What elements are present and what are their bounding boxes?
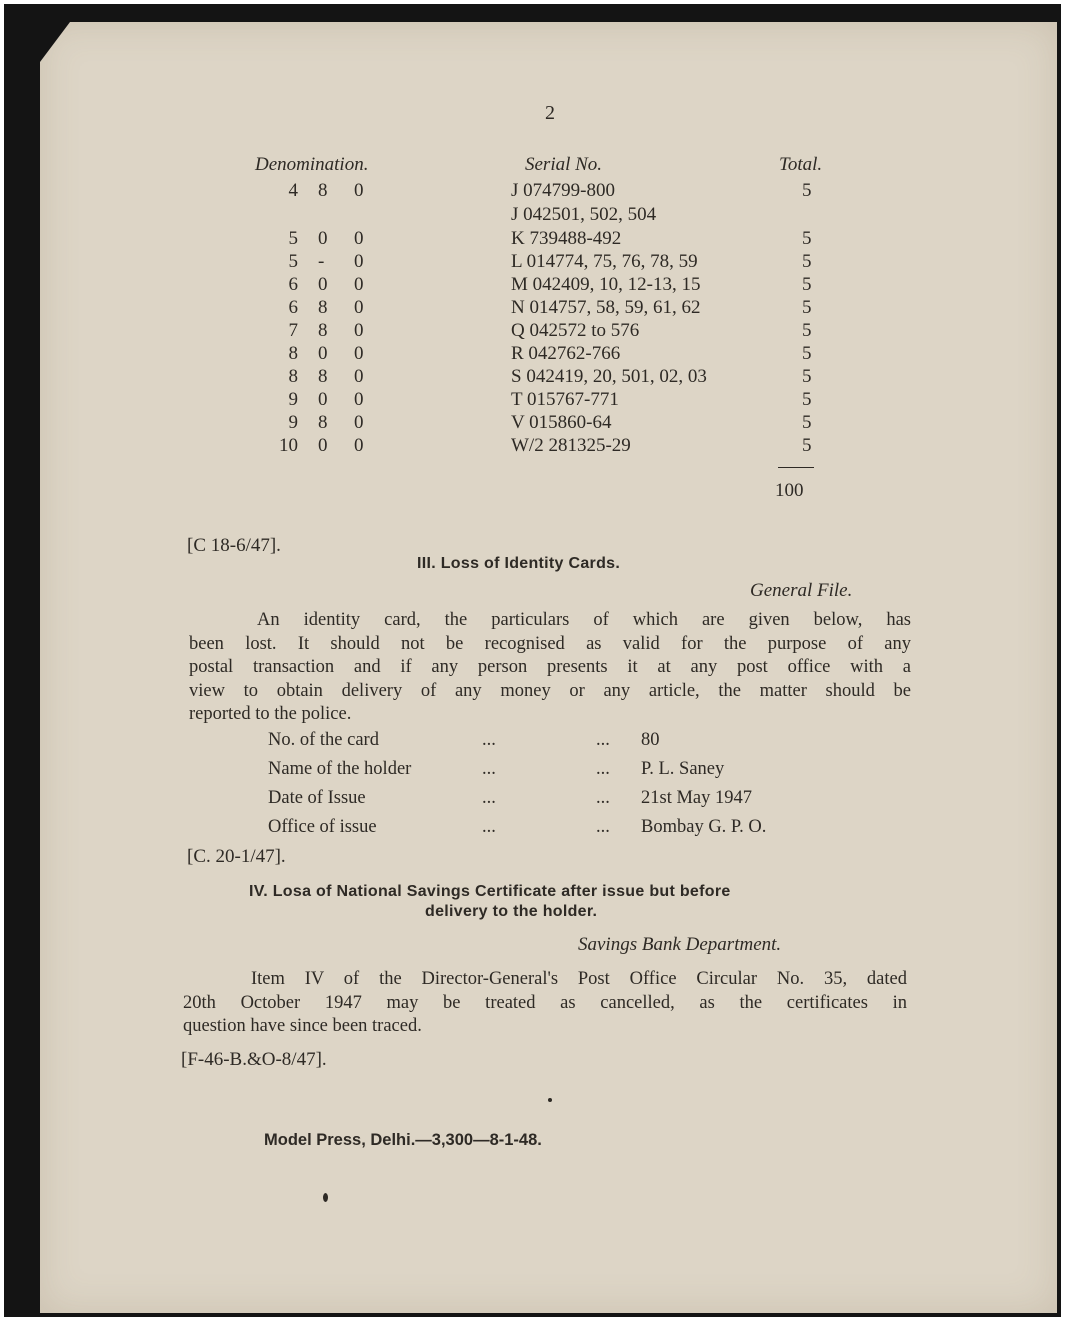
denomination-digit: 8 xyxy=(318,412,328,433)
table-row xyxy=(0,297,1065,320)
table-row xyxy=(0,366,1065,389)
denomination-digit: 0 xyxy=(354,343,364,364)
denomination-digit: 9 xyxy=(288,412,298,433)
denomination-digit: 0 xyxy=(354,297,364,318)
denomination-digit: 5 xyxy=(288,228,298,249)
denomination-digit: 0 xyxy=(318,343,328,364)
table-row xyxy=(0,389,1065,412)
serial-number: W/2 281325-29 xyxy=(511,435,631,456)
section3-reference: [C 18-6/47]. xyxy=(187,535,281,556)
leader-dots: ... xyxy=(482,730,496,750)
denomination-digit: 6 xyxy=(288,297,298,318)
denomination-digit: 8 xyxy=(318,320,328,341)
particulars-value: P. L. Saney xyxy=(641,759,725,779)
denomination-digit: 0 xyxy=(354,366,364,387)
table-row xyxy=(0,180,1065,203)
section3-heading: III. Loss of Identity Cards. xyxy=(417,555,621,572)
table-row xyxy=(0,204,1065,227)
paragraph-line: question have since been traced. xyxy=(183,1016,422,1036)
section4-file-label: Savings Bank Department. xyxy=(578,934,782,955)
row-total: 5 xyxy=(802,435,812,456)
particulars-value: Bombay G. P. O. xyxy=(641,817,767,837)
denomination-digit: 0 xyxy=(354,180,364,201)
paragraph-line: reported to the police. xyxy=(189,704,352,724)
serial-number: S 042419, 20, 501, 02, 03 xyxy=(511,366,707,387)
particulars-value: 21st May 1947 xyxy=(641,788,752,808)
paragraph-line: view to obtain delivery of any money or any article, the matter should be xyxy=(189,680,911,701)
particulars-row xyxy=(0,817,1065,841)
denomination-digit: 0 xyxy=(354,228,364,249)
paragraph-line: An identity card, the particulars of which are given below, has xyxy=(257,610,911,630)
printer-imprint: Model Press, Delhi.—3,300—8-1-48. xyxy=(264,1131,542,1149)
leader-dots: ... xyxy=(482,817,496,837)
particulars-value: 80 xyxy=(641,730,660,750)
table-row xyxy=(0,274,1065,297)
denomination-digit: 0 xyxy=(354,251,364,272)
particulars-label: No. of the card xyxy=(268,730,379,750)
denomination-digit: 8 xyxy=(288,343,298,364)
serial-header: Serial No. xyxy=(525,154,603,175)
denomination-digit: 8 xyxy=(318,366,328,387)
row-total: 5 xyxy=(802,297,812,318)
table-row xyxy=(0,412,1065,435)
paragraph-line: been lost. It should not be recognised as valid for the purpose of any xyxy=(189,633,911,654)
serial-number: L 014774, 75, 76, 78, 59 xyxy=(511,251,698,272)
table-row xyxy=(0,343,1065,366)
denomination-digit: 10 xyxy=(279,435,298,456)
denomination-digit: 0 xyxy=(318,389,328,410)
leader-dots: ... xyxy=(596,817,610,837)
row-total: 5 xyxy=(802,251,812,272)
particulars-row xyxy=(0,730,1065,754)
section3-file-label: General File. xyxy=(750,580,853,601)
particulars-row xyxy=(0,759,1065,783)
section4-reference: [F-46-B.&O-8/47]. xyxy=(181,1049,327,1070)
total-header: Total. xyxy=(779,154,823,175)
row-total: 5 xyxy=(802,412,812,433)
denomination-digit: 4 xyxy=(288,180,298,201)
leader-dots: ... xyxy=(596,759,610,779)
row-total: 5 xyxy=(802,180,812,201)
serial-number: M 042409, 10, 12-13, 15 xyxy=(511,274,701,295)
denomination-digit: - xyxy=(318,251,325,272)
row-total: 5 xyxy=(802,389,812,410)
section4-heading-line2: delivery to the holder. xyxy=(425,903,598,920)
row-total: 5 xyxy=(802,320,812,341)
ink-speck xyxy=(548,1098,552,1102)
serial-number: T 015767-771 xyxy=(511,389,619,410)
leader-dots: ... xyxy=(482,788,496,808)
particulars-label: Office of issue xyxy=(268,817,377,837)
row-total: 5 xyxy=(802,343,812,364)
denomination-header: Denomination. xyxy=(255,154,369,175)
denomination-digit: 8 xyxy=(288,366,298,387)
section4-paragraph xyxy=(183,968,907,1039)
leader-dots: ... xyxy=(482,759,496,779)
paragraph-line: postal transaction and if any person presents it at any post office with a xyxy=(189,657,911,677)
serial-number: J 074799-800 xyxy=(511,180,615,201)
denomination-digit: 0 xyxy=(318,274,328,295)
section3-paragraph xyxy=(189,609,911,727)
denomination-digit: 5 xyxy=(288,251,298,272)
denomination-digit: 0 xyxy=(354,320,364,341)
table-row xyxy=(0,435,1065,458)
grand-total: 100 xyxy=(775,480,804,501)
serial-number: R 042762-766 xyxy=(511,343,621,364)
denomination-digit: 0 xyxy=(354,274,364,295)
serial-number: V 015860-64 xyxy=(511,412,612,433)
particulars-label: Name of the holder xyxy=(268,759,412,779)
table-row xyxy=(0,320,1065,343)
ink-speck xyxy=(323,1193,328,1202)
serial-number: Q 042572 to 576 xyxy=(511,320,640,341)
table-row xyxy=(0,228,1065,251)
denomination-digit: 0 xyxy=(354,412,364,433)
denomination-digit: 0 xyxy=(318,435,328,456)
leader-dots: ... xyxy=(596,788,610,808)
total-rule xyxy=(778,467,814,468)
denomination-digit: 9 xyxy=(288,389,298,410)
denomination-digit: 0 xyxy=(354,389,364,410)
particulars-row xyxy=(0,788,1065,812)
section4-heading-line1: IV. Losa of National Savings Certificate after issue but before xyxy=(249,883,731,900)
table-row xyxy=(0,251,1065,274)
section3-closing-reference: [C. 20-1/47]. xyxy=(187,846,286,867)
serial-number: J 042501, 502, 504 xyxy=(511,204,657,225)
denomination-digit: 0 xyxy=(354,435,364,456)
particulars-label: Date of Issue xyxy=(268,788,366,808)
denomination-digit: 8 xyxy=(318,180,328,201)
paragraph-line: 20th October 1947 may be treated as cancelled, as the certificates in xyxy=(183,992,907,1013)
serial-number: N 014757, 58, 59, 61, 62 xyxy=(511,297,701,318)
denomination-digit: 0 xyxy=(318,228,328,249)
denomination-digit: 7 xyxy=(288,320,298,341)
page-number: 2 xyxy=(545,102,555,124)
denomination-digit: 6 xyxy=(288,274,298,295)
row-total: 5 xyxy=(802,228,812,249)
denomination-digit: 8 xyxy=(318,297,328,318)
paragraph-line: Item IV of the Director-General's Post Office Circular No. 35, dated xyxy=(251,969,907,989)
row-total: 5 xyxy=(802,366,812,387)
serial-number: K 739488-492 xyxy=(511,228,622,249)
row-total: 5 xyxy=(802,274,812,295)
leader-dots: ... xyxy=(596,730,610,750)
